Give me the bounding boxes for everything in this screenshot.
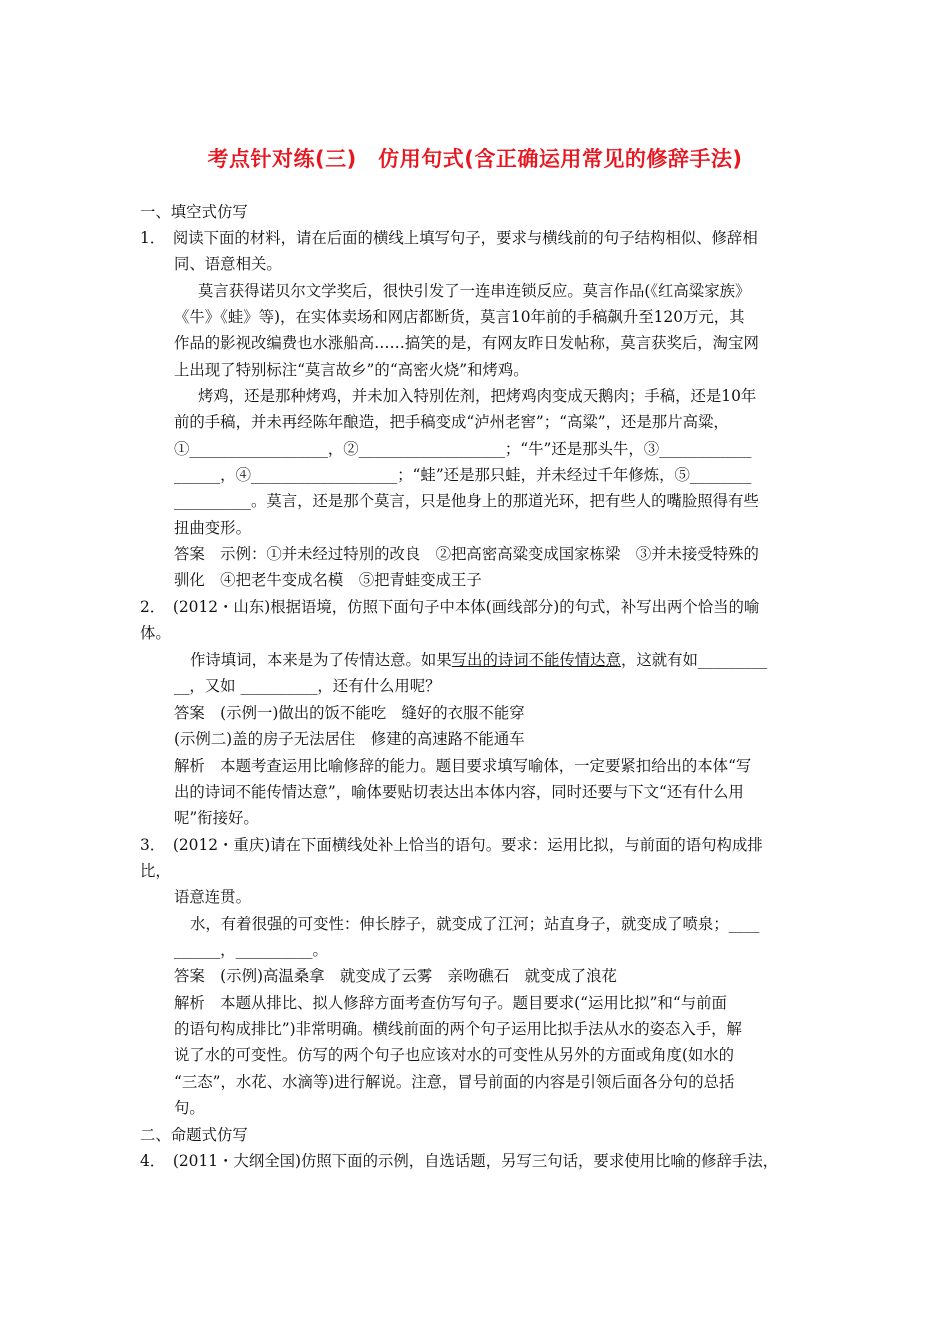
answer-line: 驯化 ④把老牛变成名模 ⑤把青蛙变成王子 <box>174 571 482 589</box>
passage-text: 作诗填词，本来是为了传情达意。如果 <box>190 651 452 669</box>
question-2-line: 体。 <box>140 624 171 642</box>
underlined-subject: 写出的诗词不能传情达意 <box>451 651 621 669</box>
question-4-line: 4． (2011・大纲全国)仿照下面的示例，自选话题，另写三句话，要求使用比喻的修辞手法， <box>140 1152 779 1170</box>
page-title: 考点针对练(三) 仿用句式(含正确运用常见的修辞手法) <box>207 147 743 171</box>
passage-line: 扭曲变形。 <box>174 519 251 537</box>
analysis-line: 出的诗词不能传情达意”，喻体要贴切表达出本体内容，同时还要与下文“还有什么用 <box>174 783 744 801</box>
passage-line <box>190 650 767 670</box>
passage-line: 水，有着很强的可变性：伸长脖子，就变成了江河；站直身子，就变成了喷泉；____ <box>190 915 760 933</box>
passage-text: ，这就有如_________ <box>620 651 768 669</box>
section-heading-1: 一、填空式仿写 <box>140 203 248 221</box>
passage-line: 作品的影视改编费也水涨船高……搞笑的是，有网友昨日发帖称，莫言获奖后，淘宝网 <box>174 334 759 352</box>
passage-line: 《牛》《蛙》等)，在实体卖场和网店都断货，莫言10年前的手稿飙升至120万元，其 <box>174 308 745 326</box>
question-3-line: 比， <box>140 862 171 880</box>
question-1-line: 同、语意相关。 <box>174 255 282 273</box>
analysis-line: 解析 本题从排比、拟人修辞方面考查仿写句子。题目要求(“运用比拟”和“与前面 <box>174 994 727 1012</box>
passage-line: 前的手稿，并未再经陈年酿造，把手稿变成“泸州老窖”；“高粱”，还是那片高粱， <box>174 413 729 431</box>
analysis-line: 呢”衔接好。 <box>174 809 259 827</box>
blank-line: ______，__________。 <box>174 941 328 959</box>
passage-line: 烤鸡，还是那种烤鸡，并未加入特別佐剂，把烤鸡肉变成天鹅肉；手稿，还是10年 <box>198 387 757 405</box>
analysis-line: “三态”，水花、水滴等)进行解说。注意，冒号前面的内容是引领后面各分句的总括 <box>174 1073 735 1091</box>
question-1-line: 1． 阅读下面的材料，请在后面的横线上填写句子，要求与横线前的句子结构相似、修辞相 <box>140 229 758 247</box>
question-3-line: 语意连贯。 <box>174 888 251 906</box>
question-2-line: 2． (2012・山东)根据语境，仿照下面句子中本体(画线部分)的句式，补写出两个恰当的喻 <box>140 598 760 616</box>
answer-line: 答案 (示例)高温桑拿 就变成了云雾 亲吻礁石 就变成了浪花 <box>174 967 617 985</box>
blank-line: ______，④___________________；“蛙”还是那只蛙，并未经过千年修炼，⑤________ <box>174 466 752 484</box>
analysis-line: 句。 <box>174 1099 205 1117</box>
blank-line: __，又如 __________，还有什么用呢？ <box>174 677 441 695</box>
blank-line: ①__________________，②___________________；“牛”还是那头牛，③____________ <box>174 440 752 458</box>
passage-line: 莫言获得诺贝尔文学奖后，很快引发了一连串连锁反应。莫言作品(《红高粱家族》 <box>198 282 751 300</box>
analysis-line: 说了水的可变性。仿写的两个句子也应该对水的可变性从另外的方面或角度(如水的 <box>174 1046 735 1064</box>
passage-line: 上出现了特别标注“莫言故乡”的“高密火烧”和烤鸡。 <box>174 361 529 379</box>
analysis-line: 的语句构成排比”)非常明确。横线前面的两个句子运用比拟手法从水的姿态入手，解 <box>174 1020 742 1038</box>
answer-line: (示例二)盖的房子无法居住 修建的高速路不能通车 <box>174 730 525 748</box>
analysis-line: 解析 本题考查运用比喻修辞的能力。题目要求填写喻体，一定要紧扣给出的本体“写 <box>174 757 752 775</box>
passage-line: __________。莫言，还是那个莫言，只是他身上的那道光环，把有些人的嘴脸照得有些 <box>174 492 759 510</box>
section-heading-2: 二、命题式仿写 <box>140 1126 248 1144</box>
answer-line: 答案 (示例一)做出的饭不能吃 缝好的衣服不能穿 <box>174 704 525 722</box>
answer-line: 答案 示例：①并未经过特別的改良 ②把高密高粱变成国家栋梁 ③并未接受特殊的 <box>174 545 759 563</box>
question-3-line: 3． (2012・重庆)请在下面横线处补上恰当的语句。要求：运用比拟，与前面的语句构成排 <box>140 836 763 854</box>
